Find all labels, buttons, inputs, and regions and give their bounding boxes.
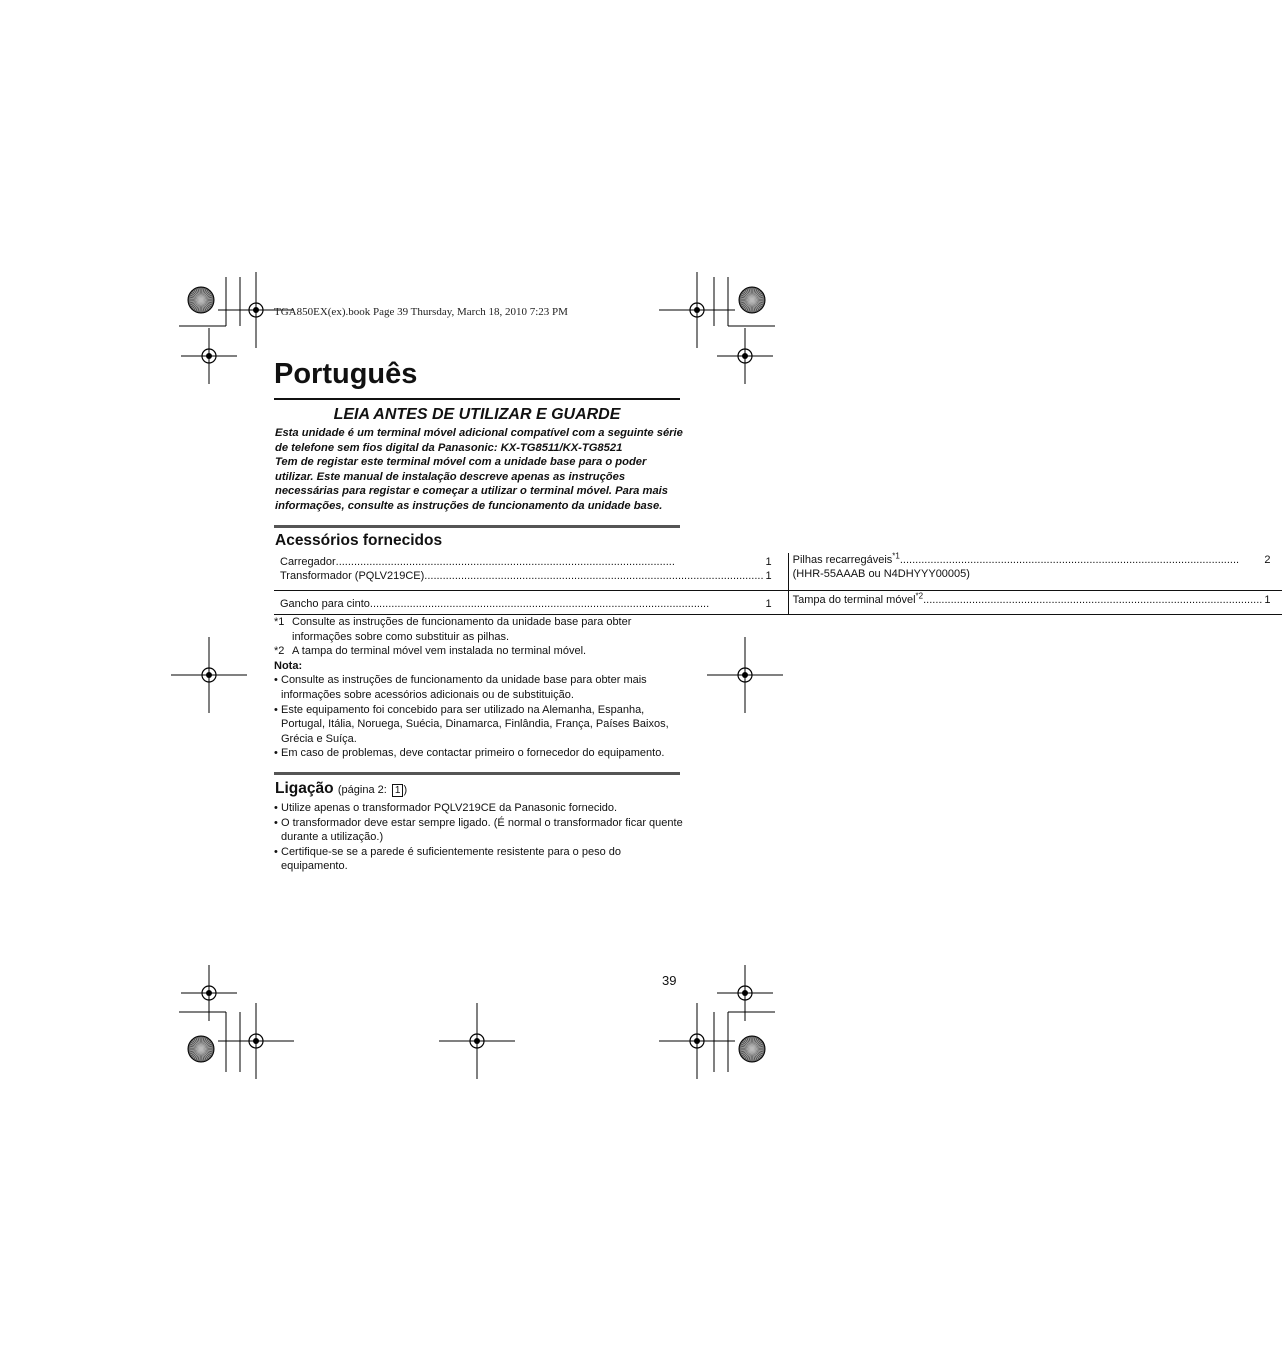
accessory-quantity: 1 — [765, 598, 772, 610]
registration-dot — [742, 990, 748, 996]
leader-dots — [336, 555, 764, 569]
bullet: • — [274, 747, 278, 760]
bullet: • — [274, 816, 278, 829]
list-item — [274, 801, 684, 816]
footnote-mark: *2 — [274, 645, 285, 658]
intro-paragraph: Esta unidade é um terminal móvel adicional compatível com a seguinte série de telefone sem fios digital da Panasonic: KX-TG8511/KX-TG8521 — [275, 427, 683, 454]
accessories-heading: Acessórios fornecidos — [275, 532, 443, 549]
list-item-text: Em caso de problemas, deve contactar primeiro o fornecedor do equipamento. — [281, 747, 665, 760]
footnote-mark: *1 — [274, 616, 285, 628]
read-before-heading: LEIA ANTES DE UTILIZAR E GUARDE — [333, 406, 621, 423]
footnote-text: Consulte as instruções de funcionamento da unidade base para obter informações sobre como substituir as pilhas. — [292, 616, 632, 643]
accessories-row — [274, 591, 1282, 615]
registration-dot — [206, 990, 212, 996]
registration-dot — [253, 307, 259, 313]
accessories-notes — [274, 615, 684, 761]
bullet: • — [274, 845, 278, 858]
section-bar — [274, 525, 680, 528]
connection-title: Ligação — [275, 780, 334, 797]
connection-list — [274, 801, 684, 874]
accessory-name: Carregador — [280, 556, 336, 568]
list-item-text: Consulte as instruções de funcionamento da unidade base para obter mais informações sobre acessórios adicionais ou de substituição. — [281, 674, 647, 701]
registration-dot — [742, 672, 748, 678]
list-item-text: Este equipamento foi concebido para ser utilizado na Alemanha, Espanha, Portugal, Itália, Noruega, Suécia, Dinamarca, Finlândia, França, Países Baixos, Grécia e Suíça. — [281, 703, 669, 745]
accessory-name: Pilhas recarregáveis$^{*1}$ — [792, 551, 900, 566]
leader-dots — [424, 569, 763, 583]
intro-paragraph: Tem de registar este terminal móvel com a unidade base para o poder utilizar. Este manual de instalação descreve apenas as instruções necessárias para registar e começar a utilizar o terminal móvel. Para mais informações, consulte as instruções de funcionamento da unidade base. — [275, 456, 669, 512]
footnote — [274, 615, 684, 644]
accessories-cell-content — [280, 597, 772, 611]
connection-heading — [275, 779, 407, 800]
accessories-cell — [274, 553, 788, 591]
ref-number: 1 — [392, 784, 404, 797]
footnote-ref: *1 — [892, 551, 900, 561]
footnote — [274, 644, 684, 659]
bullet: • — [274, 703, 278, 716]
accessories-cell — [788, 553, 1282, 591]
registration-dot — [694, 1038, 700, 1044]
registration-dot — [742, 353, 748, 359]
page-number: 39 — [662, 973, 677, 988]
accessory-item — [793, 553, 1271, 567]
accessory-item — [793, 593, 1271, 607]
accessory-name: (HHR-55AAAB ou N4DHYYY00005) — [792, 568, 970, 580]
list-item — [274, 816, 684, 845]
page-reference — [338, 784, 407, 796]
registration-dot — [474, 1038, 480, 1044]
leader-dots — [900, 553, 1262, 567]
accessories-cell-content — [793, 553, 1271, 581]
leader-dots — [923, 593, 1262, 607]
accessory-quantity: 1 — [1264, 594, 1271, 606]
book-slug: TGA850EX(ex).book Page 39 Thursday, March 18, 2010 7:23 PM — [274, 306, 568, 318]
accessories-table — [274, 553, 1282, 615]
accessory-item — [793, 567, 1271, 581]
bullet: • — [274, 674, 278, 687]
accessories-cell — [274, 591, 788, 615]
note-label: Nota: — [274, 659, 303, 672]
ref-prefix: (página 2: — [337, 784, 387, 796]
bullet: • — [274, 802, 278, 814]
accessory-name: Tampa do terminal móvel$^{*2}$ — [792, 591, 924, 606]
list-item-text: Utilize apenas o transformador PQLV219CE da Panasonic fornecido. — [281, 802, 618, 814]
registration-dot — [253, 1038, 259, 1044]
accessory-item — [280, 555, 772, 569]
accessory-quantity: 2 — [1264, 554, 1271, 566]
title-rule — [274, 398, 680, 400]
list-item — [274, 845, 684, 874]
accessories-row — [274, 553, 1282, 591]
intro-text — [275, 426, 683, 514]
list-item — [274, 746, 684, 761]
accessory-item — [280, 569, 772, 583]
accessories-cell — [788, 591, 1282, 615]
list-item — [274, 703, 684, 747]
footnote-text: A tampa do terminal móvel vem instalada no terminal móvel. — [292, 645, 587, 658]
accessory-item — [280, 597, 772, 611]
accessories-cell-content — [280, 555, 772, 583]
page-title: Português — [274, 358, 418, 390]
section-bar — [274, 772, 680, 775]
registration-dot — [206, 672, 212, 678]
leader-dots — [370, 597, 764, 611]
accessory-quantity: 1 — [765, 570, 772, 582]
accessories-cell-content — [793, 593, 1271, 607]
registration-dot — [206, 353, 212, 359]
ref-suffix: ) — [403, 784, 408, 796]
list-item-text: O transformador deve estar sempre ligado. (É normal o transformador ficar quente durante a utilização.) — [281, 816, 683, 844]
accessory-name: Gancho para cinto — [280, 598, 370, 610]
registration-dot — [694, 307, 700, 313]
footnote-ref: *2 — [915, 591, 924, 601]
accessory-quantity: 1 — [765, 556, 772, 568]
list-item — [274, 673, 684, 702]
list-item-text: Certifique-se se a parede é suficientemente resistente para o peso do equipamento. — [281, 845, 621, 873]
accessory-name: Transformador (PQLV219CE) — [280, 570, 425, 582]
